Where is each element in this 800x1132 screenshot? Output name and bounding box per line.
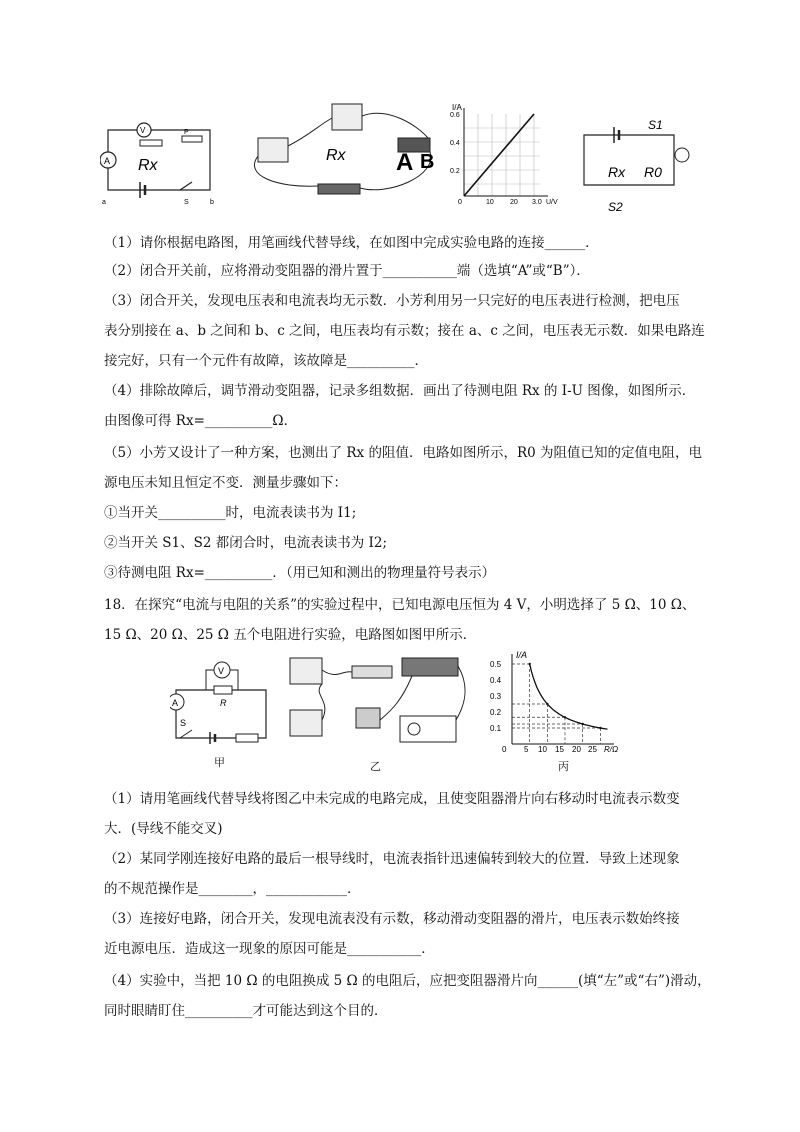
svg-text:I/A: I/A (516, 650, 528, 660)
q18-stem-line2: 15 Ω、20 Ω、25 Ω 五个电阻进行实验，电路图如图甲所示． (104, 627, 477, 643)
q18-part3-line2: 近电源电压．造成这一现象的原因可能是___________． (104, 941, 435, 957)
svg-text:P: P (184, 129, 189, 136)
svg-text:S1: S1 (648, 118, 663, 132)
svg-text:10: 10 (486, 199, 494, 205)
svg-text:I/A: I/A (452, 103, 462, 112)
circuit-jia (170, 660, 275, 745)
label-jia: 甲 (214, 756, 225, 769)
svg-text:0.2: 0.2 (450, 168, 460, 175)
svg-text:0.3: 0.3 (490, 692, 502, 701)
svg-text:0.6: 0.6 (450, 112, 460, 119)
svg-text:Rx: Rx (326, 147, 346, 164)
q18-part2-line2: 的不规范操作是________，____________． (104, 881, 361, 897)
q17-step3: ③待测电阻 Rx=__________．（用已知和测出的物理量符号表示） (104, 565, 496, 581)
svg-text:R: R (220, 698, 227, 708)
svg-text:5: 5 (524, 745, 529, 754)
ir-graph (482, 648, 642, 754)
label-bing: 丙 (558, 760, 569, 773)
svg-text:V: V (218, 666, 225, 676)
svg-text:R0: R0 (644, 164, 662, 180)
ir-curve (530, 664, 608, 729)
q18-part4-line2: 同时眼睛盯住__________才可能达到这个目的． (104, 1003, 388, 1019)
svg-text:a: a (102, 199, 106, 206)
data-point-25 (599, 727, 601, 729)
q17-part4-line2: 由图像可得 Rx=__________Ω． (104, 413, 298, 429)
svg-text:V: V (140, 126, 146, 135)
data-point-5 (528, 663, 530, 665)
ir-grid (512, 664, 600, 744)
circuit-diagram-2 (578, 115, 698, 215)
svg-text:B: B (420, 151, 435, 173)
svg-text:0.1: 0.1 (490, 724, 502, 733)
svg-text:Rx: Rx (138, 157, 158, 174)
svg-text:S: S (184, 199, 189, 206)
data-point-20 (581, 723, 583, 725)
svg-text:0.4: 0.4 (490, 676, 502, 685)
q17-part3-line1: （3）闭合开关，发现电压表和电流表均无示数．小芳利用另一只完好的电压表进行检测，把电压 (104, 293, 680, 309)
q18-part1-line1: （1）请用笔画线代替导线将图乙中未完成的电路完成，且使变阻器滑片向右移动时电流表示数变 (104, 791, 680, 807)
svg-text:0.4: 0.4 (450, 140, 460, 147)
svg-text:A: A (172, 698, 179, 708)
svg-text:U/V: U/V (546, 199, 558, 205)
svg-text:Rx: Rx (608, 164, 626, 180)
q17-part2: （2）闭合开关前，应将滑动变阻器的滑片置于___________端（选填“A”或“B”）． (104, 263, 590, 279)
data-point-10 (546, 703, 548, 705)
svg-text:A: A (104, 156, 111, 166)
svg-text:0.5: 0.5 (490, 660, 502, 669)
svg-text:S2: S2 (608, 200, 623, 214)
svg-text:0.2: 0.2 (490, 708, 502, 717)
data-point-15 (564, 716, 566, 718)
iu-graph (448, 100, 568, 205)
svg-text:3.0: 3.0 (532, 199, 542, 205)
q18-part2-line1: （2）某同学刚连接好电路的最后一根导线时，电流表指针迅速偏转到较大的位置．导致上述现象 (104, 851, 680, 867)
svg-text:20: 20 (572, 745, 581, 754)
svg-text:A: A (396, 149, 414, 176)
svg-text:b: b (210, 199, 214, 206)
svg-text:0: 0 (502, 745, 507, 754)
svg-text:25: 25 (588, 745, 597, 754)
q18-part3-line1: （3）连接好电路，闭合开关，发现电流表没有示数，移动滑动变阻器的滑片，电压表示数始终接 (104, 911, 680, 927)
label-yi: 乙 (370, 760, 381, 773)
svg-text:10: 10 (538, 745, 547, 754)
svg-text:0: 0 (458, 199, 462, 205)
q17-part4-line1: （4）排除故障后，调节滑动变阻器，记录多组数据．画出了待测电阻 Rx 的 I-U 图像，如图所示． (104, 383, 696, 399)
svg-text:15: 15 (555, 745, 564, 754)
q18-part1-line2: 大．(导线不能交叉) (104, 821, 223, 837)
q17-part5-line1: （5）小芳又设计了一种方案，也测出了 Rx 的阻值．电路如图所示，R0 为阻值已知的定值电阻，电 (104, 445, 702, 461)
circuit-diagram-1 (100, 118, 225, 208)
svg-text:R/Ω: R/Ω (604, 745, 619, 754)
svg-text:20: 20 (510, 199, 518, 205)
q18-stem-line1: 18．在探究“电流与电阻的关系”的实验过程中，已知电源电压恒为 4 V，小明选择了 5 Ω、10 Ω、 (104, 597, 696, 613)
svg-text:S: S (180, 718, 187, 728)
q18-part4-line1: （4）实验中，当把 10 Ω 的电阻换成 5 Ω 的电阻后，应把变阻器滑片向______(填“左”或“右”)滑动， (104, 973, 711, 989)
q17-step2: ②当开关 S1、S2 都闭合时，电流表读书为 I2; (104, 535, 388, 551)
q17-part1: （1）请你根据电路图，用笔画线代替导线，在如图中完成实验电路的连接______． (104, 235, 599, 251)
q17-part3-line3: 接完好，只有一个元件有故障，该故障是__________． (104, 353, 428, 369)
apparatus-yi (282, 650, 472, 748)
q17-part3-line2: 表分别接在 a、b 之间和 b、c 之间，电压表均有示数；接在 a、c 之间，电压表无示数．如果电路连 (104, 323, 705, 339)
q17-part5-line2: 源电压未知且恒定不变．测量步骤如下： (104, 475, 347, 491)
q17-step1: ①当开关__________时，电流表读书为 I1; (104, 505, 357, 521)
apparatus-photo-1 (238, 96, 448, 206)
